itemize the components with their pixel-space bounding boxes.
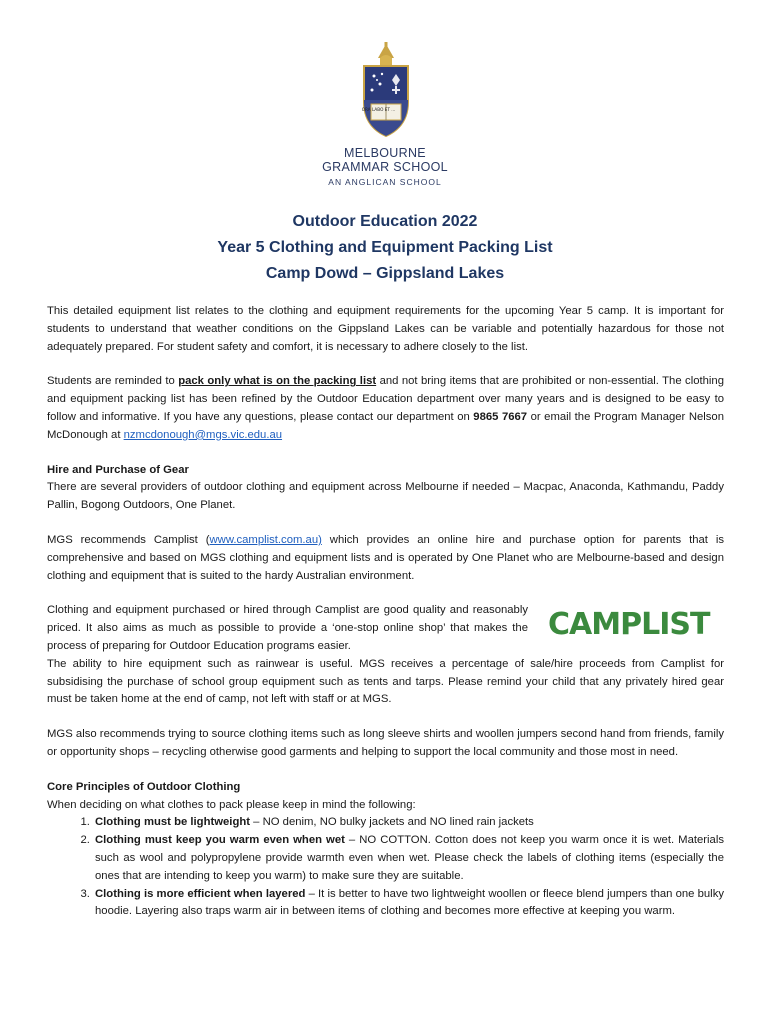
principles-heading: Core Principles of Outdoor Clothing bbox=[47, 780, 241, 793]
principle-text: – NO denim, NO bulky jackets and NO lined rain jackets bbox=[250, 816, 534, 829]
document-body bbox=[47, 303, 724, 921]
title-line3: Camp Dowd – Gippsland Lakes bbox=[265, 265, 505, 282]
principles-list bbox=[47, 814, 724, 921]
reminder-prefix: Students are reminded to bbox=[47, 375, 179, 388]
email-link[interactable]: nzmcdonough@mgs.vic.edu.au bbox=[123, 428, 283, 441]
principle-text: – It is better to have two lightweight woollen or fleece blend jumpers than one bulky hoodie. Layering also traps warm air in between items of clothing and becomes more effective at keeping you warm. bbox=[95, 887, 724, 918]
providers-paragraph: There are several providers of outdoor clothing and equipment across Melbourne if needed – Macpac, Anaconda, Kathmandu, Paddy Pallin, Bogong Outdoors, One Planet. bbox=[47, 481, 724, 512]
ability-paragraph: The ability to hire equipment such as rainwear is useful. MGS receives a percentage of sale/hire proceeds from Camplist for subsidising the purchase of school group equipment such as tents and tarps. Please remind your child that any privately hired gear must be taken home at the end of camp, not left with staff or at MGS. bbox=[47, 657, 724, 706]
list-item bbox=[93, 832, 724, 885]
principle-bold: Clothing is more efficient when layered bbox=[95, 887, 306, 900]
phone-number: 9865 7667 bbox=[473, 410, 528, 423]
document-title-block bbox=[0, 209, 770, 287]
rec-prefix: MGS recommends Camplist ( bbox=[47, 533, 210, 546]
camplist-recommendation bbox=[47, 532, 724, 585]
principle-bold: Clothing must keep you warm even when wet bbox=[95, 834, 345, 847]
quality-paragraph: Clothing and equipment purchased or hired through Camplist are good quality and reasonably priced. It also aims as much as possible to provide a ‘one-stop online shop’ that makes the process of preparing for Outdoor Education programs easier. bbox=[47, 604, 528, 652]
intro-paragraph: This detailed equipment list relates to the clothing and equipment requirements for the upcoming Year 5 camp. It is important for students to understand that weather conditions on the Gippsland Lakes can be variable and potentially hazardous for those not adequately prepared. For student safety and comfort, it is necessary to adhere closely to the list. bbox=[47, 305, 724, 353]
list-item bbox=[93, 886, 724, 922]
school-tagline: AN ANGLICAN SCHOOL bbox=[328, 177, 442, 187]
school-crest-logo bbox=[356, 40, 416, 140]
school-name-line1: MELBOURNE bbox=[344, 146, 426, 160]
principle-bold: Clothing must be lightweight bbox=[95, 816, 251, 829]
camplist-logo-text: CAMPLIST bbox=[548, 607, 710, 641]
reminder-emphasis: pack only what is on the packing list bbox=[178, 375, 377, 388]
principle-text: – NO COTTON. Cotton does not keep you warm once it is wet. Materials such as wool and polypropylene provide warmth even when wet. Please check the labels of clothing items (especially the ones that are intending to keep you warm) to make sure they are suitable. bbox=[95, 834, 724, 882]
camplist-section bbox=[47, 602, 724, 655]
camplist-logo bbox=[546, 606, 724, 640]
reminder-suffix: or email the Program Manager Nelson McDonough at bbox=[47, 410, 724, 441]
list-item bbox=[93, 814, 724, 832]
school-name-line2: GRAMMAR SCHOOL bbox=[322, 160, 448, 174]
title-line2: Year 5 Clothing and Equipment Packing List bbox=[217, 239, 553, 256]
title-line1: Outdoor Education 2022 bbox=[292, 213, 478, 230]
reminder-paragraph bbox=[47, 373, 724, 444]
hire-heading: Hire and Purchase of Gear bbox=[47, 463, 189, 476]
crest-motto-text: ORA LABO ET ... bbox=[361, 107, 396, 112]
camplist-link[interactable]: www.camplist.com.au) bbox=[209, 533, 322, 546]
principles-lead: When deciding on what clothes to pack please keep in mind the following: bbox=[47, 798, 416, 811]
reminder-middle: and not bring items that are prohibited or non-essential. The clothing and equipment packing list has been refined by the Outdoor Education department over many years and is designed to be easy to follow and informative. If you have any questions, please contact our department on bbox=[47, 375, 724, 423]
second-hand-paragraph: MGS also recommends trying to source clothing items such as long sleeve shirts and woollen jumpers second hand from friends, family or opportunity shops – recycling otherwise good garments and helping to support the local community and those most in need. bbox=[47, 728, 724, 758]
rec-suffix: which provides an online hire and purchase option for parents that is comprehensive and based on MGS clothing and equipment lists and is operated by One Planet who are Melbourne-based and design clothing and equipment that is suited to the hardy Australian environment. bbox=[47, 533, 725, 582]
